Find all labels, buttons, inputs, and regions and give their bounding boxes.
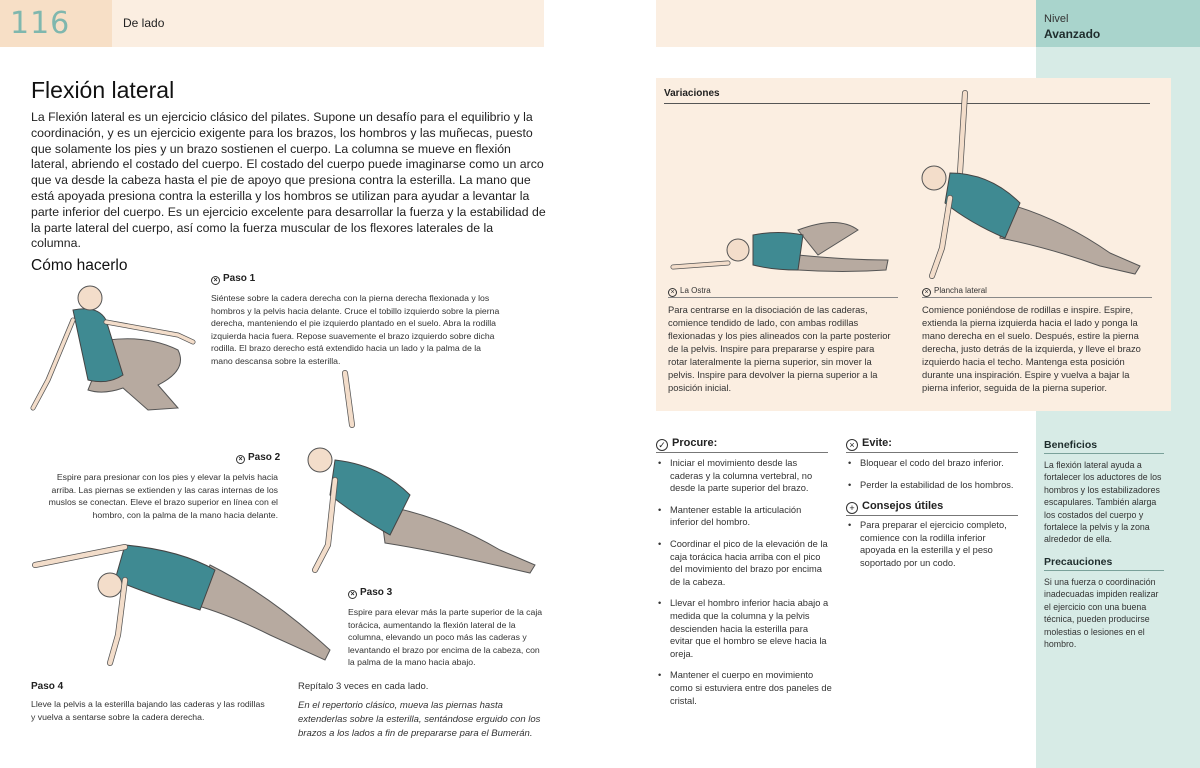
- step-1-text: Siéntese sobre la cadera derecha con la pierna derecha flexionada y los hombros y la pelvis hacia delante. Cruce el tobillo izquierdo sobre la pierna derecha, manteniendo el pie izquierdo plantado en el suelo. Abra la rodilla izquierda hacia fuera. Repose suavemente el brazo izquierdo sobre dicha rodilla. El brazo derecho está extendido hacia un lado y la palma de la mano descansa sobre la esterilla.: [211, 293, 500, 366]
- divider: [1044, 570, 1164, 571]
- step-3-text: Espire para elevar más la parte superior de la caja torácica, aumentando la flexión lateral de la columna, elevando un poco más las caderas y levantando el brazo por encima de la cabeza, con la palma de la mano hacia abajo.: [348, 607, 543, 668]
- header-band-left: [112, 0, 544, 47]
- list-item: • Para preparar el ejercicio completo, comience con la rodilla inferior apoyada en la esterilla y el peso soportado por un codo.: [846, 519, 1022, 569]
- repeat-text: Repítalo 3 veces en cada lado.: [298, 681, 429, 692]
- divider: [922, 297, 1152, 298]
- divider: [846, 515, 1018, 516]
- header-band-right: [656, 0, 1036, 47]
- page-number: 116: [10, 6, 71, 41]
- step-4-title: Paso 4: [31, 681, 64, 692]
- step-icon: ×: [236, 455, 245, 464]
- step-icon: ×: [211, 276, 220, 285]
- variation-2-label: × Plancha lateral: [922, 286, 987, 297]
- list-item: • Llevar el hombro inferior hacia abajo a medida que la columna y la pelvis descienden hacia la esterilla para evitar que el hombro se eleve hacia la oreja.: [656, 597, 832, 660]
- step-3-title: × Paso 3: [348, 587, 392, 599]
- divider: [668, 297, 898, 298]
- list-item: • Bloquear el codo del brazo inferior.: [846, 457, 1022, 470]
- list-item: • Mantener el cuerpo en movimiento como si estuviera entre dos paneles de cristal.: [656, 669, 832, 707]
- precauciones-text: Si una fuerza o coordinación inadecuadas impiden realizar el ejercicio con una buena técnica, pueden producirse molestias o lesiones en el hombro.: [1044, 577, 1159, 650]
- beneficios-heading: Beneficios: [1044, 439, 1098, 451]
- variations-title: Variaciones: [664, 88, 720, 99]
- step-2-title: × Paso 2: [236, 452, 280, 464]
- exercise-intro: La Flexión lateral es un ejercicio clásico del pilates. Supone un desafío para el equilibrio y la coordinación, y es un ejercicio exigente para los brazos, los hombros y las muñecas, puesto que solamente los pies y un brazo sostienen el cuerpo. La columna se mueve en flexión lateral, abriendo el costado del cuerpo. El costado del cuerpo puede imaginarse como un arco que va desde la cabeza hasta el pie de apoyo que presiona contra la esterilla. La mano que está apoyada presiona contra la esterilla y los hombros se utilizan para ayudar a levantar la parte inferior del cuerpo. Es un ejercicio excelente para desarrollar la fuerza y la estabilidad de la parte lateral del cuerpo, así como la fuerza muscular de los flexores laterales de la columna.: [31, 110, 546, 251]
- figure-side-plank: [920, 88, 1145, 280]
- beneficios-text: La flexión lateral ayuda a fortalecer los aductores de los hombros y los estabilizadores escapulares. También alarga los costados del cuerpo y fortalece la pelvis y la zona alrededor de ella.: [1044, 460, 1162, 545]
- how-to-title: Cómo hacerlo: [31, 257, 128, 274]
- figure-step-3: [30, 535, 335, 670]
- list-item: • Iniciar el movimiento desde las caderas y la columna vertebral, no desde la parte superior del brazo.: [656, 457, 832, 495]
- list-item: • Coordinar el pico de la elevación de la caja torácica hacia arriba con el pico del movimiento del brazo por encima de la cabeza.: [656, 538, 832, 588]
- figure-step-1: [28, 280, 208, 415]
- section-title: De lado: [123, 16, 165, 30]
- level-label: Nivel: [1044, 13, 1069, 25]
- precauciones-heading: Precauciones: [1044, 556, 1113, 568]
- step-1-title: × Paso 1: [211, 273, 255, 285]
- procure-list: [656, 457, 832, 716]
- evite-list: [846, 457, 1022, 500]
- consejos-heading: + Consejos útiles: [846, 500, 943, 514]
- divider: [846, 452, 1018, 453]
- figure-oyster: [668, 215, 900, 280]
- variation-1-label: × La Ostra: [668, 286, 711, 297]
- list-item: • Mantener estable la articulación inferior del hombro.: [656, 504, 832, 529]
- plus-icon: +: [846, 502, 858, 514]
- figure-step-2: [300, 365, 545, 580]
- step-4-text: Lleve la pelvis a la esterilla bajando las caderas y las rodillas y vuelva a sentarse sobre la cadera derecha.: [31, 699, 265, 722]
- variation-icon: ×: [668, 288, 677, 297]
- variation-2-text: Comience poniéndose de rodillas e inspire. Espire, extienda la pierna izquierda hacia el lado y ponga la mano derecha en el suelo. Después, estire la pierna derecha, justo detrás de la izquierda, y lleve el brazo izquierdo hacia el techo. Mantenga esta posición durante una inspiración. Espire y vuelva a bajar la pierna inferior, seguida de la pierna superior.: [922, 304, 1141, 393]
- check-icon: ✓: [656, 439, 668, 451]
- step-icon: ×: [348, 590, 357, 599]
- repertoire-note: En el repertorio clásico, mueva las piernas hasta extenderlas sobre la esterilla, sentándose erguido con los brazos a los lados a fin de prepararse para el Bumerán.: [298, 700, 541, 739]
- exercise-title: Flexión lateral: [31, 77, 175, 103]
- step-2-text: Espire para presionar con los pies y elevar la pelvis hacia arriba. Las piernas se extienden y las caras internas de los muslos se conectan. Eleve el brazo superior en línea con el hombro, con la palma de la mano hacia delante.: [48, 472, 278, 520]
- list-item: • Perder la estabilidad de los hombros.: [846, 479, 1022, 492]
- divider: [656, 452, 828, 453]
- cross-icon: ×: [846, 439, 858, 451]
- consejos-list: [846, 519, 1022, 578]
- procure-heading: ✓ Procure:: [656, 437, 717, 451]
- level-value: Avanzado: [1044, 27, 1101, 41]
- divider: [1044, 453, 1164, 454]
- evite-heading: × Evite:: [846, 437, 892, 451]
- variation-1-text: Para centrarse en la disociación de las caderas, comience tendido de lado, con ambas rodillas flexionadas y los pies alineados con la parte posterior de la pelvis. Inspire para prepararse y espire para rotar lateralmente la pierna superior, sin mover la pelvis. Inspire para devolver la pierna superior a la posición inicial.: [668, 304, 891, 393]
- variation-icon: ×: [922, 288, 931, 297]
